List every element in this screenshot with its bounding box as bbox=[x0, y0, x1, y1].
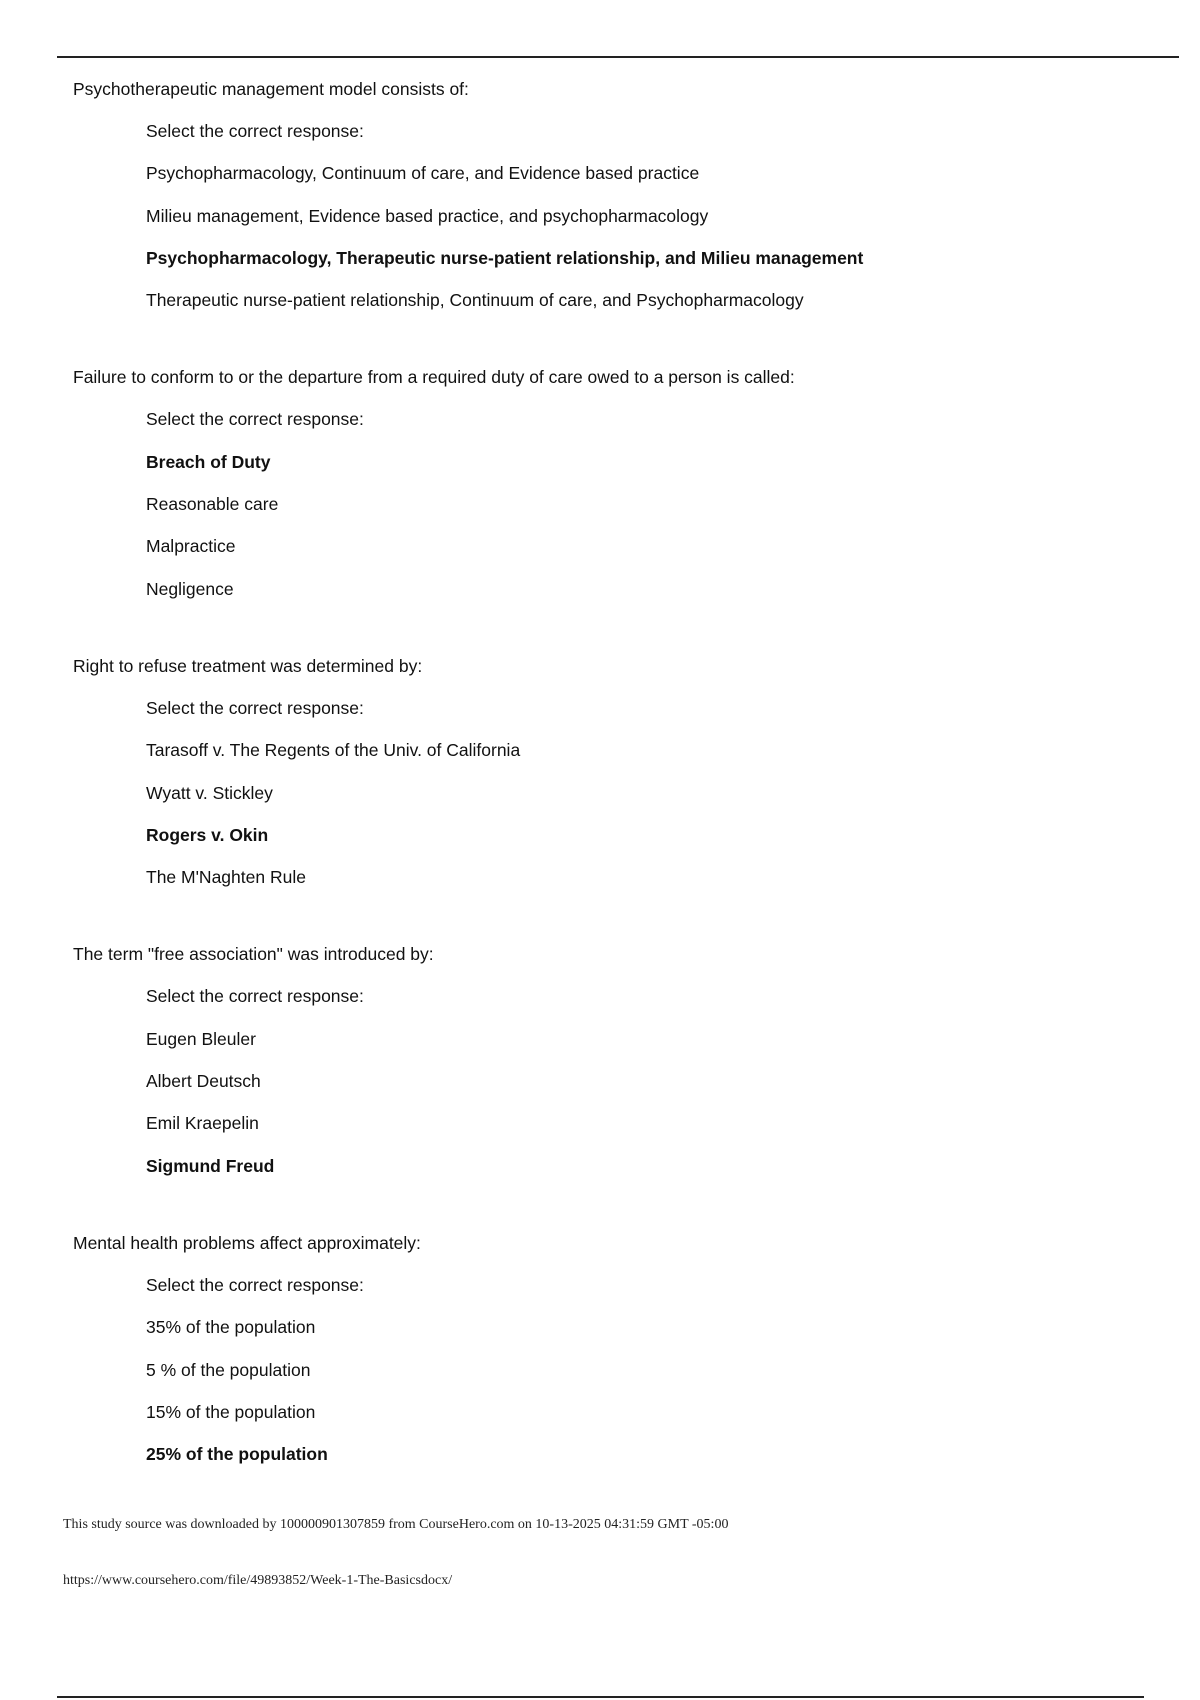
question-text: Right to refuse treatment was determined by: bbox=[73, 655, 423, 676]
answer-option: Reasonable care bbox=[146, 494, 279, 515]
response-prompt: Select the correct response: bbox=[146, 121, 364, 141]
answer-option: Psychopharmacology, Therapeutic nurse-patient relationship, and Milieu management bbox=[146, 247, 864, 268]
top-divider bbox=[57, 56, 1179, 58]
answer-option: The M'Naghten Rule bbox=[146, 867, 306, 888]
response-prompt: Select the correct response: bbox=[146, 409, 364, 430]
answer-option: Therapeutic nurse-patient relationship, Continuum of care, and Psychopharmacology bbox=[146, 290, 804, 311]
question-2 bbox=[73, 356, 1153, 609]
answer-option: 35% of the population bbox=[146, 1317, 316, 1338]
question-list bbox=[73, 68, 1153, 1510]
answer-option: 5 % of the population bbox=[146, 1359, 311, 1380]
question-1 bbox=[73, 68, 1153, 321]
answer-option: Emil Kraepelin bbox=[146, 1113, 259, 1134]
answer-option: 25% of the population bbox=[146, 1444, 328, 1465]
question-text: Psychotherapeutic management model consists of: bbox=[73, 79, 469, 99]
answer-option: Psychopharmacology, Continuum of care, and Evidence based practice bbox=[146, 163, 700, 184]
answer-option: Rogers v. Okin bbox=[146, 824, 269, 845]
answer-option: Negligence bbox=[146, 578, 234, 599]
answer-option: Breach of Duty bbox=[146, 451, 271, 472]
response-prompt: Select the correct response: bbox=[146, 1274, 364, 1295]
answer-option: Eugen Bleuler bbox=[146, 1028, 256, 1049]
answer-option: Tarasoff v. The Regents of the Univ. of California bbox=[146, 740, 521, 761]
question-4 bbox=[73, 933, 1153, 1186]
answer-option: Albert Deutsch bbox=[146, 1071, 261, 1092]
question-text: Mental health problems affect approximately: bbox=[73, 1232, 421, 1253]
question-5 bbox=[73, 1222, 1153, 1475]
response-prompt: Select the correct response: bbox=[146, 697, 364, 718]
answer-option: Malpractice bbox=[146, 536, 236, 557]
response-prompt: Select the correct response: bbox=[146, 986, 364, 1007]
question-text: Failure to conform to or the departure from a required duty of care owed to a person is called: bbox=[73, 367, 795, 388]
question-text: The term "free association" was introduced by: bbox=[73, 944, 434, 965]
source-url: https://www.coursehero.com/file/49893852/Week-1-The-Basicsdocx/ bbox=[63, 1573, 453, 1588]
answer-option: Wyatt v. Stickley bbox=[146, 782, 273, 803]
bottom-divider bbox=[57, 1696, 1144, 1698]
question-3 bbox=[73, 645, 1153, 898]
answer-option: 15% of the population bbox=[146, 1401, 316, 1422]
answer-option: Sigmund Freud bbox=[146, 1155, 275, 1176]
answer-option: Milieu management, Evidence based practice, and psychopharmacology bbox=[146, 205, 709, 226]
download-source-note: This study source was downloaded by 100000901307859 from CourseHero.com on 10-13-2025 04:31:59 GMT -05:00 bbox=[63, 1517, 729, 1532]
